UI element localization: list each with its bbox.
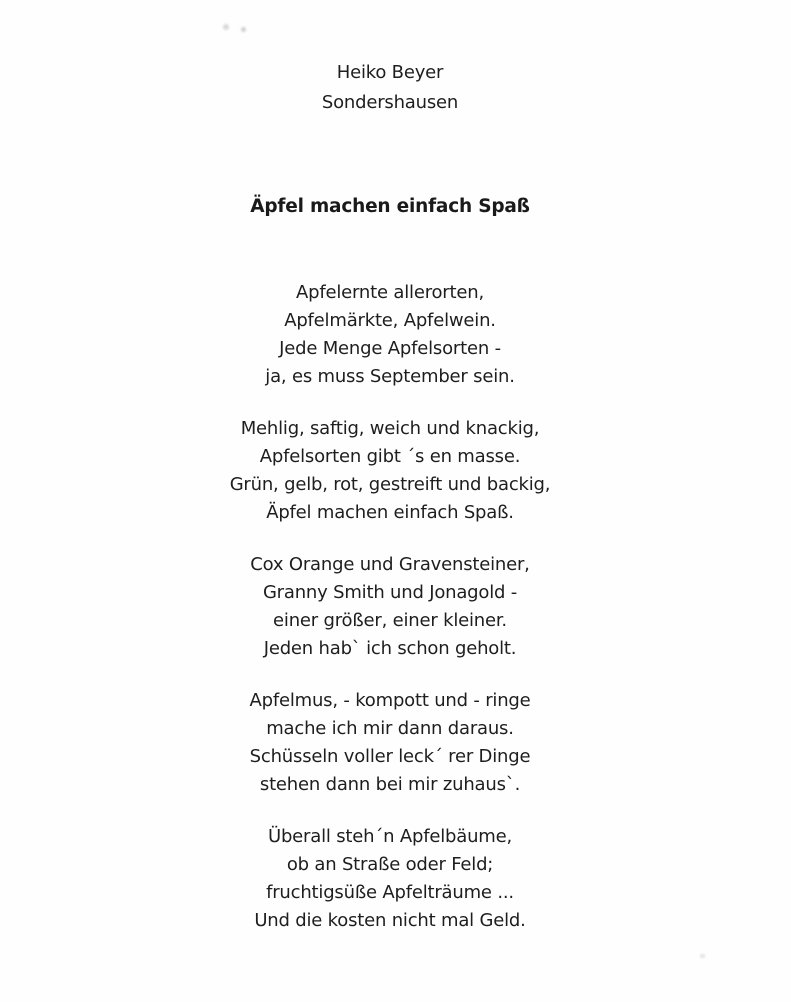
poem-line: Grün, gelb, rot, gestreift und backig, [229, 474, 551, 495]
stanza-1 [0, 279, 780, 391]
poem-line: Mehlig, saftig, weich und knackig, [240, 418, 540, 439]
poem-line: fruchtigsüße Apfelträume ... [266, 882, 514, 903]
scan-artifact [223, 24, 229, 30]
stanza-4 [0, 687, 780, 799]
author-location: Sondershausen [321, 92, 459, 113]
poem-line: mache ich mir dann daraus. [266, 718, 514, 739]
poem-line: Jede Menge Apfelsorten - [279, 338, 501, 359]
poem-line: Jeden hab` ich schon geholt. [263, 638, 517, 659]
poem-line: stehen dann bei mir zuhaus`. [259, 774, 521, 795]
poem-line: Überall steh´n Apfelbäume, [267, 826, 513, 847]
poem-line: Apfelsorten gibt ´s en masse. [259, 446, 521, 467]
author-name: Heiko Beyer [336, 62, 444, 83]
poem-line: ob an Straße oder Feld; [286, 854, 494, 875]
stanza-2 [0, 415, 780, 527]
poem-title: Äpfel machen einfach Spaß [250, 196, 530, 217]
scan-artifact [241, 27, 246, 32]
poem-line: Apfelernte allerorten, [296, 282, 484, 303]
poem-line: ja, es muss September sein. [265, 366, 515, 387]
stanza-3 [0, 551, 780, 663]
poem-line: Granny Smith und Jonagold - [262, 582, 518, 603]
poem-line: Cox Orange und Gravensteiner, [250, 554, 530, 575]
stanza-5 [0, 823, 780, 935]
poem-line: Apfelmus, - kompott und - ringe [249, 690, 531, 711]
poem-line: Schüsseln voller leck´ rer Dinge [249, 746, 531, 767]
author-block [0, 58, 780, 118]
scan-artifact [700, 954, 705, 958]
poem-line: Und die kosten nicht mal Geld. [254, 910, 526, 931]
poem-line: einer größer, einer kleiner. [273, 610, 507, 631]
poem-line: Äpfel machen einfach Spaß. [266, 502, 514, 523]
poem-line: Apfelmärkte, Apfelwein. [284, 310, 496, 331]
